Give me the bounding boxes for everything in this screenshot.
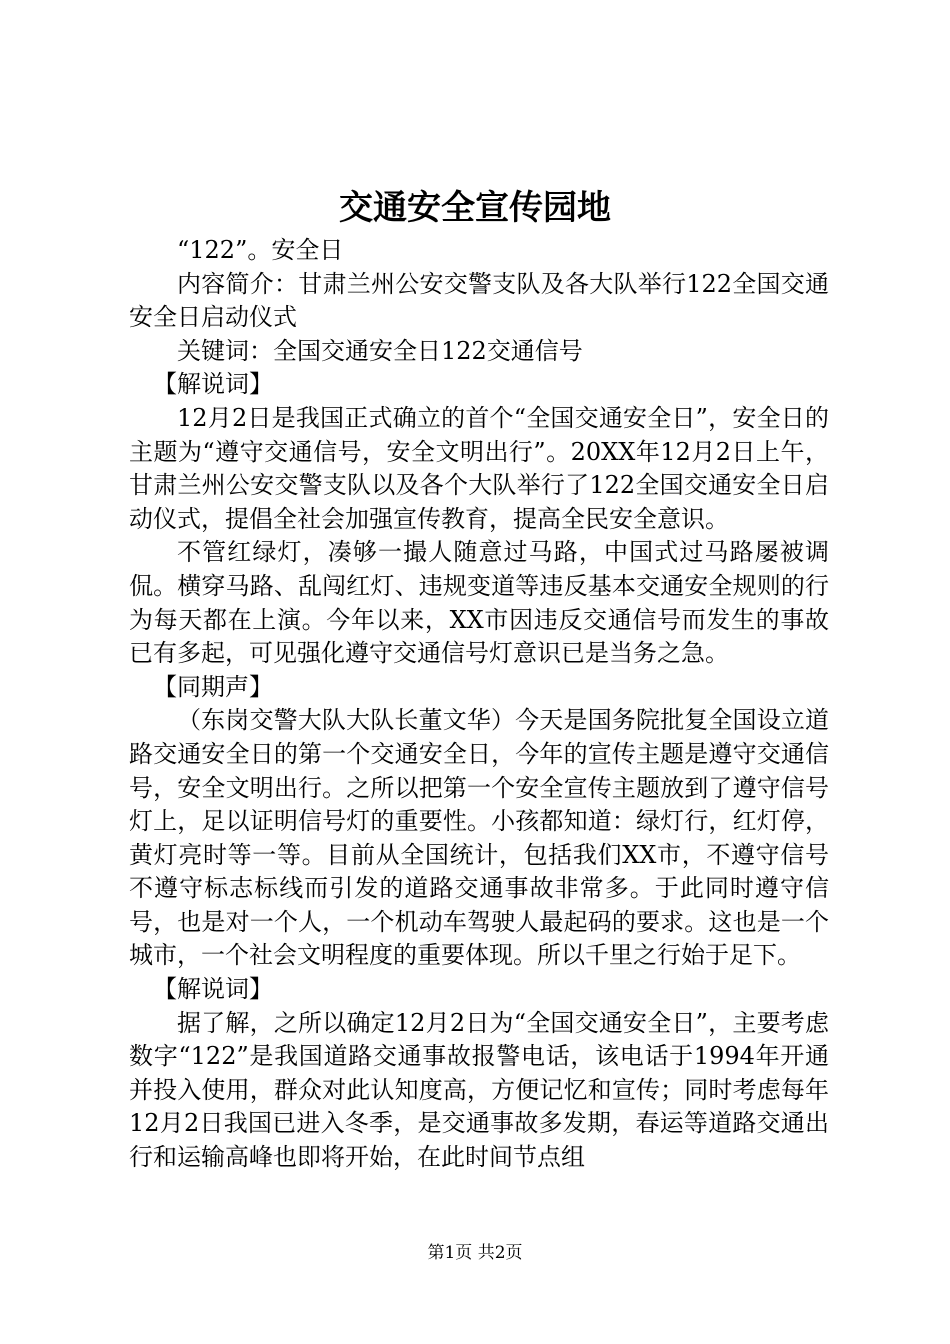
section-heading: 【同期声】 (153, 672, 273, 701)
paragraph-summary: 内容简介：甘肃兰州公安交警支队及各大队举行122全国交通安全日启动仪式 (129, 269, 829, 332)
document-body (129, 234, 829, 1175)
document-title: 交通安全宣传园地 (339, 188, 611, 228)
page-footer: 第1页 共2页 (427, 1243, 523, 1263)
paragraph: 12月2日是我国正式确立的首个“全国交通安全日”，安全日的主题为“遵守交通信号，安全文明出行”。20XX年12月2日上午，甘肃兰州公安交警支队以及各个大队举行了122全国交通安全日启动仪式，提倡全社会加强宣传教育，提高全民安全意识。 (129, 403, 829, 533)
paragraph: 据了解，之所以确定12月2日为“全国交通安全日”，主要考虑数字“122”是我国道路交通事故报警电话，该电话于1994年开通并投入使用，群众对此认知度高，方便记忆和宣传；同时考虑每年12月2日我国已进入冬季，是交通事故多发期，春运等道路交通出行和运输高峰也即将开始，在此时间节点组 (129, 1008, 829, 1172)
paragraph: 不管红绿灯，凑够一撮人随意过马路，中国式过马路屡被调侃。横穿马路、乱闯红灯、违规变道等违反基本交通安全规则的行为每天都在上演。今年以来，XX市因违反交通信号而发生的事故已有多起，可见强化遵守交通信号灯意识已是当务之急。 (129, 538, 829, 668)
section-heading: 【解说词】 (153, 975, 273, 1004)
section-heading: 【解说词】 (153, 370, 273, 399)
paragraph: （东岗交警大队大队长董文华）今天是国务院批复全国设立道路交通安全日的第一个交通安全日，今年的宣传主题是遵守交通信号，安全文明出行。之所以把第一个安全宣传主题放到了遵守信号灯上，足以证明信号灯的重要性。小孩都知道：绿灯行，红灯停，黄灯亮时等一等。目前从全国统计，包括我们XX市，不遵守信号不遵守标志标线而引发的道路交通事故非常多。于此同时遵守信号，也是对一个人，一个机动车驾驶人最起码的要求。这也是一个城市，一个社会文明程度的重要体现。所以千里之行始于足下。 (129, 706, 829, 970)
paragraph-subtitle: “122”。安全日 (177, 236, 344, 264)
paragraph-keywords: 关键词：全国交通安全日122交通信号 (177, 336, 583, 365)
